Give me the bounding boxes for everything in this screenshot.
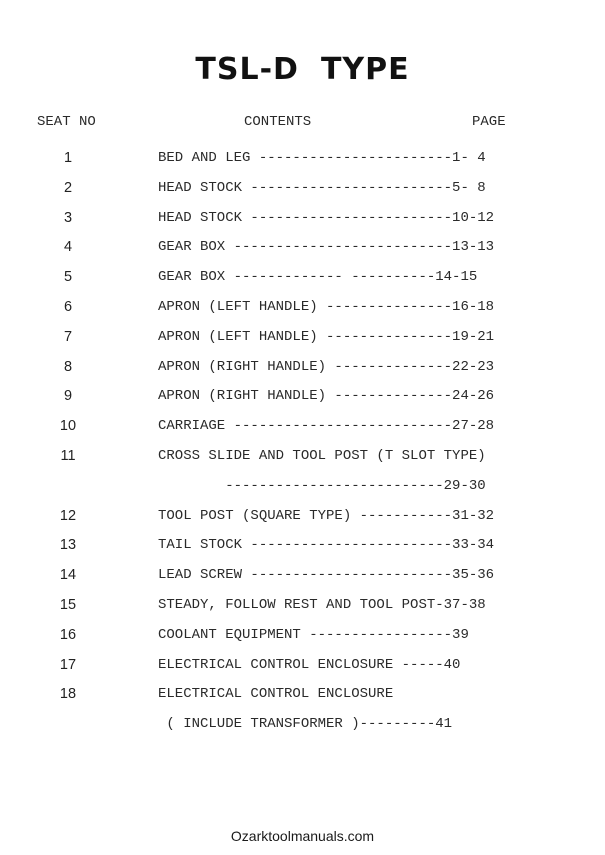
seat-number: 5 — [63, 269, 73, 286]
seat-number: 2 — [63, 179, 73, 196]
seat-number: 18 — [59, 686, 77, 703]
entry-text: BED AND LEG -----------------------1- 4 — [158, 150, 486, 166]
seat-number: 15 — [59, 596, 77, 613]
list-item — [0, 627, 605, 657]
list-item — [0, 269, 605, 299]
seat-number: 7 — [63, 328, 73, 345]
list-item — [0, 567, 605, 597]
entry-text: HEAD STOCK ------------------------10-12 — [158, 209, 495, 226]
title-model: TSL-D — [195, 52, 299, 87]
entry-text: GEAR BOX --------------------------13-13 — [158, 239, 495, 256]
entry-text: LEAD SCREW ------------------------35-36 — [158, 567, 495, 584]
seat-number: 11 — [60, 447, 76, 464]
page-title — [0, 52, 605, 87]
seat-number: 4 — [63, 239, 73, 256]
seat-number: 10 — [59, 418, 77, 435]
seat-number: 1 — [63, 150, 73, 166]
entry-text: TOOL POST (SQUARE TYPE) -----------31-32 — [158, 507, 495, 524]
seat-number: 3 — [63, 209, 73, 226]
seat-number: 9 — [63, 388, 73, 405]
seat-number: 6 — [63, 298, 73, 315]
title-type: TYPE — [320, 52, 410, 87]
entry-text: COOLANT EQUIPMENT -----------------39 — [158, 626, 469, 643]
entry-text: HEAD STOCK ------------------------5- 8 — [158, 179, 486, 196]
entry-text-continued: --------------------------29-30 — [158, 477, 486, 494]
entry-text: ELECTRICAL CONTROL ENCLOSURE -----40 — [158, 656, 461, 673]
column-header-page: PAGE — [472, 114, 506, 130]
list-item — [0, 657, 605, 687]
entry-text: APRON (RIGHT HANDLE) --------------22-23 — [158, 358, 495, 375]
list-item — [0, 448, 605, 508]
seat-number: 16 — [59, 626, 77, 643]
list-item — [0, 329, 605, 359]
entry-text: TAIL STOCK ------------------------33-34 — [158, 537, 495, 554]
entry-text: APRON (LEFT HANDLE) ---------------19-21 — [158, 328, 495, 345]
list-item — [0, 299, 605, 329]
entry-text: APRON (LEFT HANDLE) ---------------16-18 — [158, 298, 495, 315]
seat-number: 12 — [59, 507, 77, 524]
list-item — [0, 180, 605, 210]
list-item — [0, 359, 605, 389]
column-header-contents: CONTENTS — [244, 114, 312, 130]
entry-text-continued: ( INCLUDE TRANSFORMER )---------41 — [158, 716, 453, 733]
list-item — [0, 597, 605, 627]
seat-number: 17 — [59, 656, 77, 673]
list-item — [0, 418, 605, 448]
footer-website: Ozarktoolmanuals.com — [230, 828, 375, 844]
list-item — [0, 210, 605, 240]
column-header-seat-no: SEAT NO — [37, 114, 96, 130]
list-item — [0, 686, 605, 746]
seat-number: 13 — [59, 537, 77, 554]
list-item — [0, 239, 605, 269]
list-item — [0, 537, 605, 567]
entry-text: STEADY, FOLLOW REST AND TOOL POST-37-38 — [158, 596, 486, 613]
entry-text: APRON (RIGHT HANDLE) --------------24-26 — [158, 388, 495, 405]
list-item — [0, 508, 605, 538]
list-item — [0, 388, 605, 418]
entry-text: CROSS SLIDE AND TOOL POST (T SLOT TYPE) — [158, 447, 486, 464]
seat-number: 8 — [63, 358, 73, 375]
entry-text: GEAR BOX ------------- ----------14-15 — [158, 269, 478, 286]
entry-text: ELECTRICAL CONTROL ENCLOSURE — [158, 686, 394, 703]
seat-number: 14 — [59, 567, 77, 584]
list-item — [0, 150, 605, 180]
contents-list — [0, 150, 605, 746]
entry-text: CARRIAGE --------------------------27-28 — [158, 418, 495, 435]
